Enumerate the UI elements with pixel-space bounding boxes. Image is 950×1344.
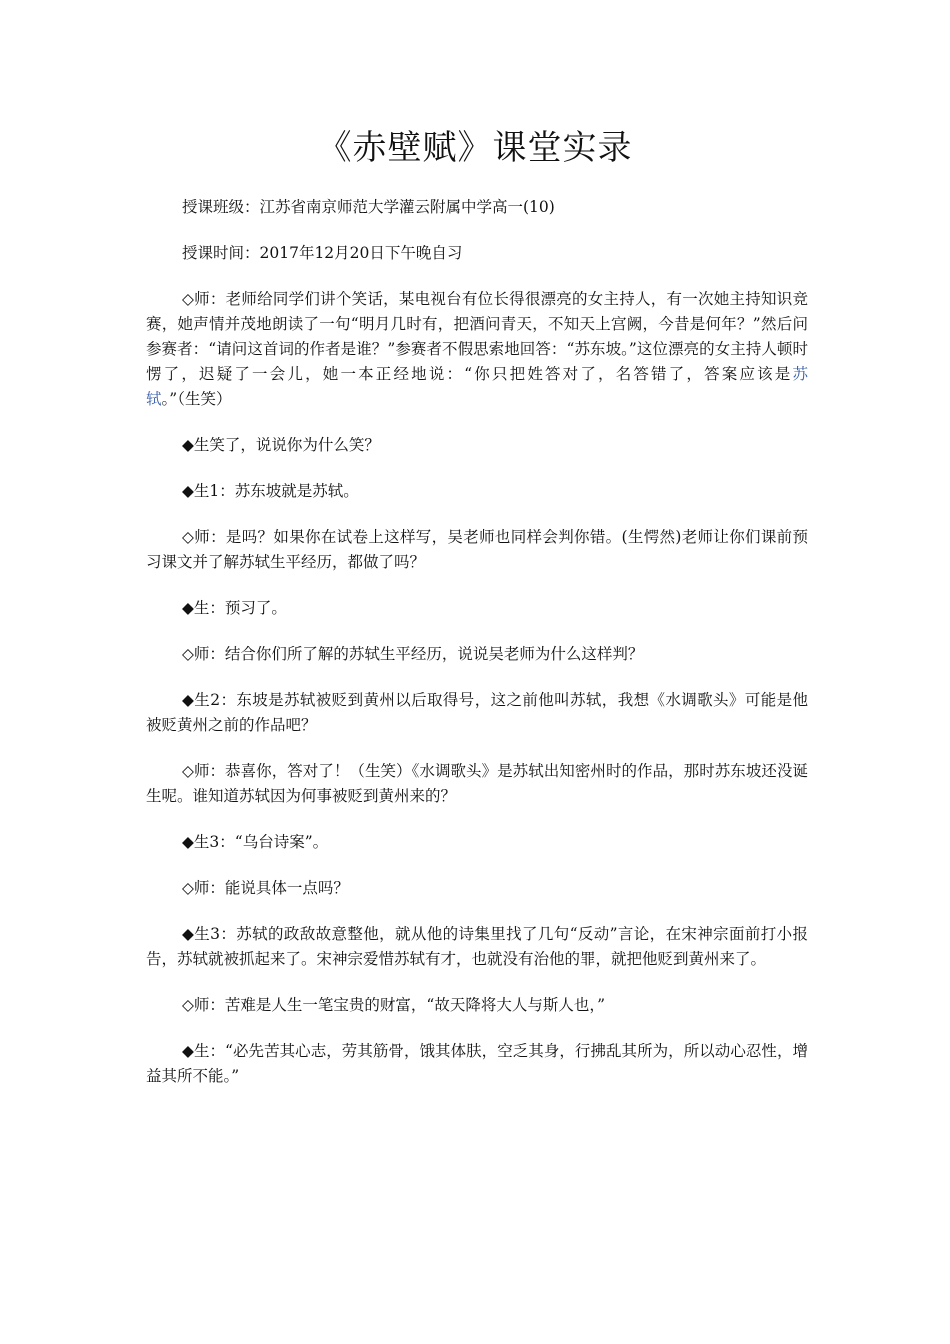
dialogue-line: ◇师：苦难是人生一笔宝贵的财富，“故天降将大人与斯人也，” xyxy=(182,996,606,1014)
dialogue-line: ◆生笑了，说说你为什么笑？ xyxy=(182,436,380,454)
dialogue-line: ◆生3：“乌台诗案”。 xyxy=(182,833,329,851)
dialogue-line: ◇师：是吗？如果你在试卷上这样写，吴老师也同样会判你错。(生愕然)老师让你们课前预习课文并了解苏轼生平经历，都做了吗？ xyxy=(146,528,808,571)
dialogue-line: ◇师：结合你们所了解的苏轼生平经历，说说吴老师为什么这样判？ xyxy=(182,645,644,663)
teacher-intro-paragraph xyxy=(146,287,808,412)
document-body xyxy=(146,195,808,1110)
dialogue-line: ◆生：预习了。 xyxy=(182,599,287,617)
dialogue-line: ◆生1：苏东坡就是苏轼。 xyxy=(182,482,359,500)
su-shi-link[interactable]: 苏轼 xyxy=(146,365,808,408)
dialogue-line: ◇师：恭喜你，答对了！（生笑）《水调歌头》是苏轼出知密州时的作品，那时苏东坡还没诞生呢。谁知道苏轼因为何事被贬到黄州来的？ xyxy=(146,762,808,805)
dialogue-line: ◇师：能说具体一点吗？ xyxy=(182,879,349,897)
page-title: 《赤壁赋》课堂实录 xyxy=(317,128,633,168)
intro-text: ◇师：老师给同学们讲个笑话，某电视台有位长得很漂亮的女主持人，有一次她主持知识竞赛，她声情并茂地朗读了一句“明月几时有，把酒问青天，不知天上宫阙，今昔是何年？”然后问参赛者：“请问这首词的作者是谁？”参赛者不假思索地回答：“苏东坡。”这位漂亮的女主持人顿时愣了，迟疑了一会儿，她一本正经地说：“你只把姓答对了，名答错了，答案应该是 xyxy=(146,290,808,383)
dialogue-line: ◆生：“必先苦其心志，劳其筋骨，饿其体肤，空乏其身，行拂乱其所为，所以动心忍性，增益其所不能。” xyxy=(146,1042,808,1085)
intro-text-end: 。”（生笑） xyxy=(161,390,232,408)
dialogue-line: ◆生3：苏轼的政敌故意整他，就从他的诗集里找了几句“反动”言论，在宋神宗面前打小报告，苏轼就被抓起来了。宋神宗爱惜苏轼有才，也就没有治他的罪，就把他贬到黄州来了。 xyxy=(146,925,808,968)
class-info: 授课班级：江苏省南京师范大学灌云附属中学高一(10) xyxy=(182,198,555,216)
time-info: 授课时间：2017年12月20日下午晚自习 xyxy=(182,244,463,262)
dialogue-line: ◆生2：东坡是苏轼被贬到黄州以后取得号，这之前他叫苏轼，我想《水调歌头》可能是他被贬黄州之前的作品吧？ xyxy=(146,691,808,734)
